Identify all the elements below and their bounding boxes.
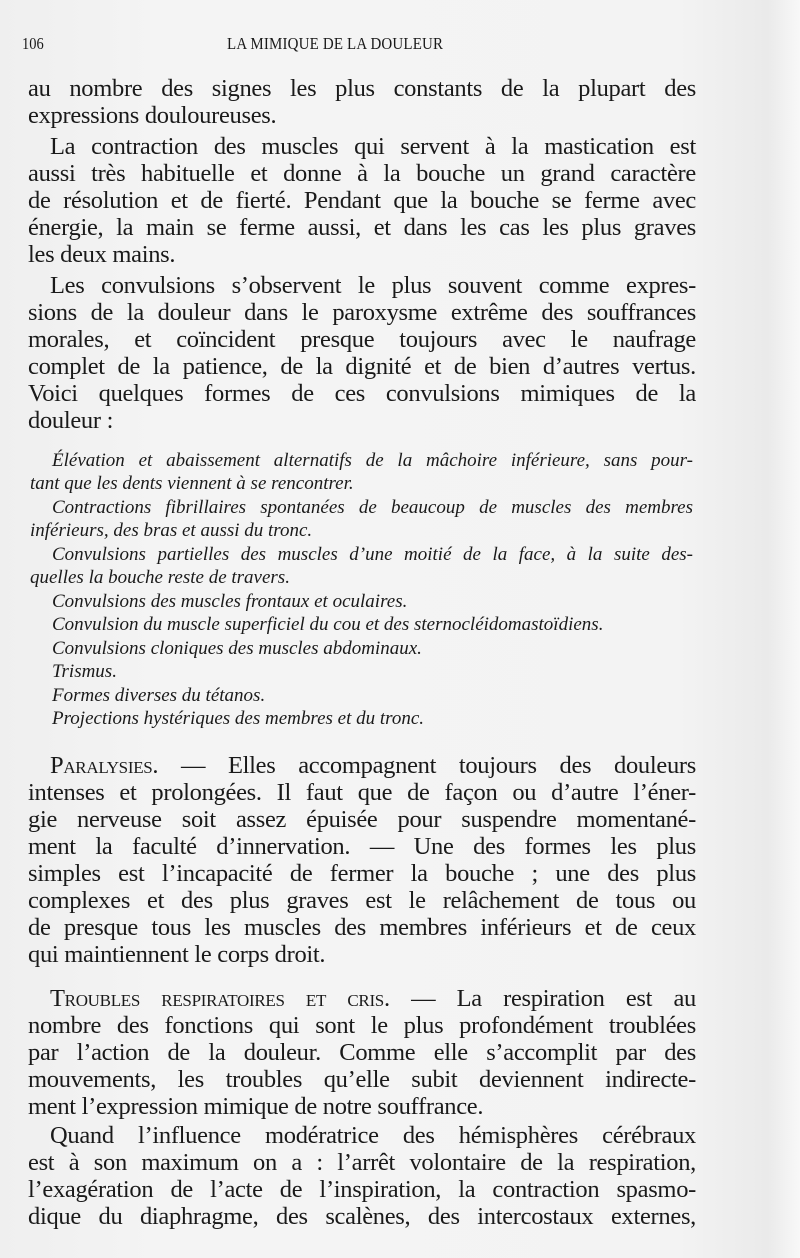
text-line: est à son maximum on a : l’arrêt volontaire de la respiration,	[28, 1149, 696, 1176]
text-line: morales, et coïncident presque toujours avec le naufrage	[28, 326, 696, 353]
list-line: Convulsions cloniques des muscles abdominaux.	[52, 638, 422, 659]
text-line: ment la faculté d’innervation. — Une des formes les plus	[28, 833, 696, 860]
text-line: qui maintiennent le corps droit.	[28, 941, 326, 968]
text-line: de presque tous les muscles des membres inférieurs et de ceux	[28, 914, 696, 941]
list-line: Élévation et abaissement alternatifs de la mâchoire inférieure, sans pour-	[52, 450, 693, 471]
list-line: Convulsions des muscles frontaux et oculaires.	[52, 591, 408, 612]
text-line: les deux mains.	[28, 241, 176, 268]
text-line: intenses et prolongées. Il faut que de façon ou d’autre l’éner-	[28, 779, 696, 806]
list-line: quelles la bouche reste de travers.	[30, 567, 290, 588]
page-header	[22, 34, 702, 56]
list-line: Contractions fibrillaires spontanées de beaucoup de muscles des membres	[52, 497, 693, 518]
text-line: expressions douloureuses.	[28, 102, 277, 129]
list-line: Convulsions partielles des muscles d’une moitié de la face, à la suite des-	[52, 544, 693, 565]
text-line: dique du diaphragme, des scalènes, des intercostaux externes,	[28, 1203, 696, 1230]
text-line: sions de la douleur dans le paroxysme extrême des souffrances	[28, 299, 696, 326]
list-line: tant que les dents viennent à se rencontrer.	[30, 473, 354, 494]
list-line: Projections hystériques des membres et du tronc.	[52, 708, 425, 729]
text-line: douleur :	[28, 407, 114, 434]
text-line: complexes et des plus graves est le relâchement de tous ou	[28, 887, 696, 914]
text-line: complet de la patience, de la dignité et de bien d’autres vertus.	[28, 353, 696, 380]
text-line: La contraction des muscles qui servent à la mastication est	[50, 133, 696, 160]
text-line: aussi très habituelle et donne à la bouche un grand caractère	[28, 160, 696, 187]
text-line: par l’action de la douleur. Comme elle s’accomplit par des	[28, 1039, 696, 1066]
text-line: Voici quelques formes de ces convulsions mimiques de la	[28, 380, 696, 407]
section-heading-troubles: Troubles respiratoires et cris.	[50, 985, 390, 1012]
list-line: inférieurs, des bras et aussi du tronc.	[30, 520, 313, 541]
text-line: gie nerveuse soit assez épuisée pour suspendre momentané-	[28, 806, 696, 833]
text-line: de résolution et de fierté. Pendant que la bouche se ferme avec	[28, 187, 696, 214]
text-line: simples est l’incapacité de fermer la bouche ; une des plus	[28, 860, 696, 887]
text-line: nombre des fonctions qui sont le plus profondément troublées	[28, 1012, 696, 1039]
text-line: Quand l’influence modératrice des hémisphères cérébraux	[50, 1122, 696, 1149]
list-line: Formes diverses du tétanos.	[52, 685, 266, 706]
text-line: l’exagération de l’acte de l’inspiration, la contraction spasmo-	[28, 1176, 696, 1203]
list-line: Convulsion du muscle superficiel du cou et des sternocléidomastoïdiens.	[52, 614, 604, 635]
text-line: mouvements, les troubles qu’elle subit deviennent indirecte-	[28, 1066, 696, 1093]
section-paralysies-line: Paralysies. — Elles accompagnent toujours des douleurs	[50, 752, 696, 779]
page-number: 106	[22, 34, 44, 53]
text-line: ment l’expression mimique de notre souffrance.	[28, 1093, 484, 1120]
text-line: au nombre des signes les plus constants de la plupart des	[28, 75, 696, 102]
section-troubles-line: Troubles respiratoires et cris. — La respiration est au	[50, 985, 696, 1012]
section-heading-paralysies: Paralysies.	[50, 752, 159, 779]
list-line: Trismus.	[52, 661, 117, 682]
running-title: LA MIMIQUE DE LA DOULEUR	[227, 34, 444, 53]
text-line: Les convulsions s’observent le plus souvent comme expres-	[50, 272, 696, 299]
text-line: énergie, la main se ferme aussi, et dans les cas les plus graves	[28, 214, 696, 241]
